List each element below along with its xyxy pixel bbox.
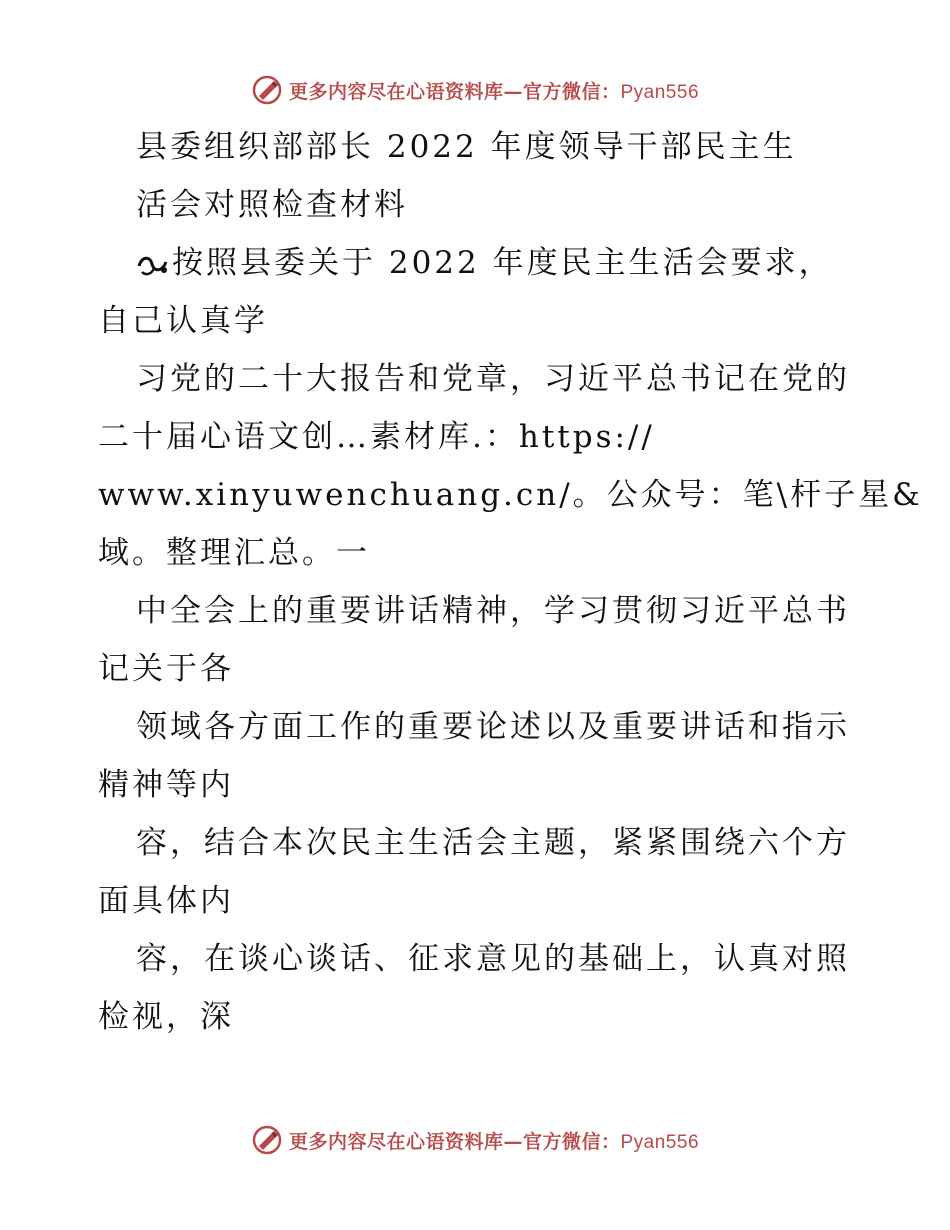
header-watermark-text: 更多内容尽在心语资料库—官方微信：Pyan556 xyxy=(288,80,700,103)
text-line: 记关于各 xyxy=(98,651,234,687)
footer-watermark-text: 更多内容尽在心语资料库—官方微信：Pyan556 xyxy=(288,1130,700,1153)
text-line: 检视，深 xyxy=(98,999,234,1035)
header-watermark-banner xyxy=(0,70,950,110)
header-wechat-id: Pyan556 xyxy=(620,81,700,103)
text-line: 活会对照检查材料 xyxy=(136,187,408,223)
footer-watermark-banner xyxy=(0,1120,950,1160)
text-line: 自己认真学 xyxy=(98,303,268,339)
text-line: 面具体内 xyxy=(98,883,234,919)
text-line: 按照县委关于 2022 年度民主生活会要求， xyxy=(98,234,858,292)
text-line: 中全会上的重要讲话精神，学习贯彻习近平总书 xyxy=(136,593,850,629)
text-line: 习党的二十大报告和党章，习近平总书记在党的 xyxy=(136,361,850,397)
text-line: 精神等内 xyxy=(98,767,234,803)
text-line: 容，结合本次民主生活会主题，紧紧围绕六个方 xyxy=(136,825,850,861)
footer-wechat-id: Pyan556 xyxy=(620,1131,700,1153)
text-line: 域。整理汇总。一 xyxy=(98,535,370,571)
document-body xyxy=(98,118,923,1046)
text-line: 县委组织部部长 2022 年度领导干部民主生 xyxy=(136,129,797,165)
pen-logo-icon xyxy=(251,74,283,106)
text-line: 领域各方面工作的重要论述以及重要讲话和指示 xyxy=(136,709,850,745)
text-line: 容，在谈心谈话、征求意见的基础上，认真对照 xyxy=(136,941,850,977)
text-line: www.xinyuwenchuang.cn/。公众号：笔\杆子星& xyxy=(98,477,923,513)
pen-logo-icon xyxy=(251,1124,283,1156)
text-line: 二十届心语文创…素材库.：https:// xyxy=(98,419,655,455)
ornament-icon xyxy=(136,252,170,278)
